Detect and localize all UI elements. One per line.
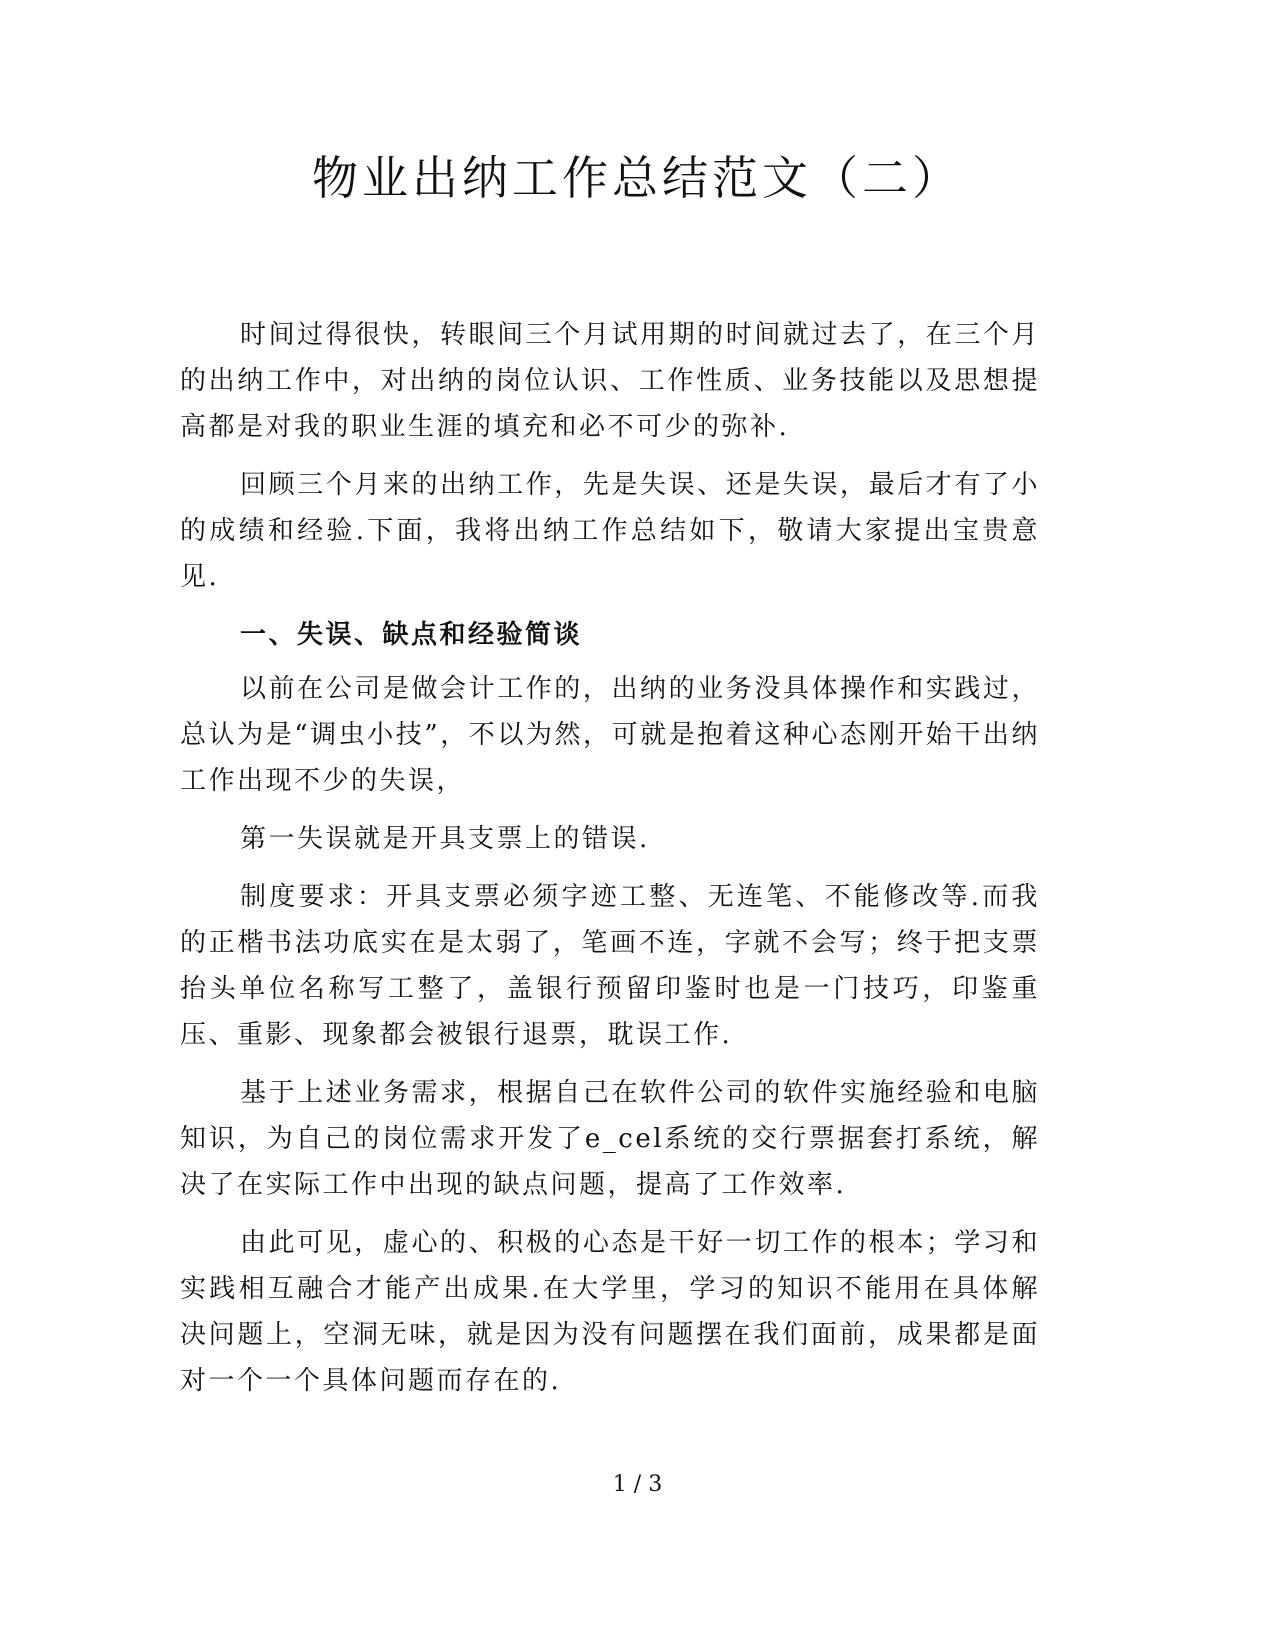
section-paragraph-2: 第一失误就是开具支票上的错误. [240, 824, 650, 854]
section-paragraph-1: 以前在公司是做会计工作的，出纳的业务没具体操作和实践过，总认为是“调虫小技”，不以为然，可就是抱着这种心态刚开始干出纳工作出现不少的失误， [180, 674, 1040, 796]
section-paragraph-4: 基于上述业务需求，根据自己在软件公司的软件实施经验和电脑知识，为自己的岗位需求开发了e_cel系统的交行票据套打系统，解决了在实际工作中出现的缺点问题，提高了工作效率. [180, 1078, 1040, 1200]
document-title: 物业出纳工作总结范文（二） [312, 151, 962, 205]
document-body [180, 312, 1040, 1416]
section-paragraph-3: 制度要求：开具支票必须字迹工整、无连笔、不能修改等.而我的正楷书法功底实在是太弱了，笔画不连，字就不会写；终于把支票抬头单位名称写工整了，盖银行预留印鉴时也是一门技巧，印鉴重压、重影、现象都会被银行退票，耽误工作. [180, 882, 1040, 1050]
page-number: 1 / 3 [612, 1472, 663, 1497]
intro-paragraph-2: 回顾三个月来的出纳工作，先是失误、还是失误，最后才有了小的成绩和经验.下面，我将出纳工作总结如下，敬请大家提出宝贵意见. [180, 470, 1040, 592]
section-heading: 一、失误、缺点和经验简谈 [240, 620, 583, 650]
intro-paragraph-1: 时间过得很快，转眼间三个月试用期的时间就过去了，在三个月的出纳工作中，对出纳的岗位认识、工作性质、业务技能以及思想提高都是对我的职业生涯的填充和必不可少的弥补. [180, 320, 1040, 442]
section-paragraph-5: 由此可见，虚心的、积极的心态是干好一切工作的根本；学习和实践相互融合才能产出成果.在大学里，学习的知识不能用在具体解决问题上，空洞无味，就是因为没有问题摆在我们面前，成果都是面对一个一个具体问题而存在的. [180, 1228, 1040, 1396]
